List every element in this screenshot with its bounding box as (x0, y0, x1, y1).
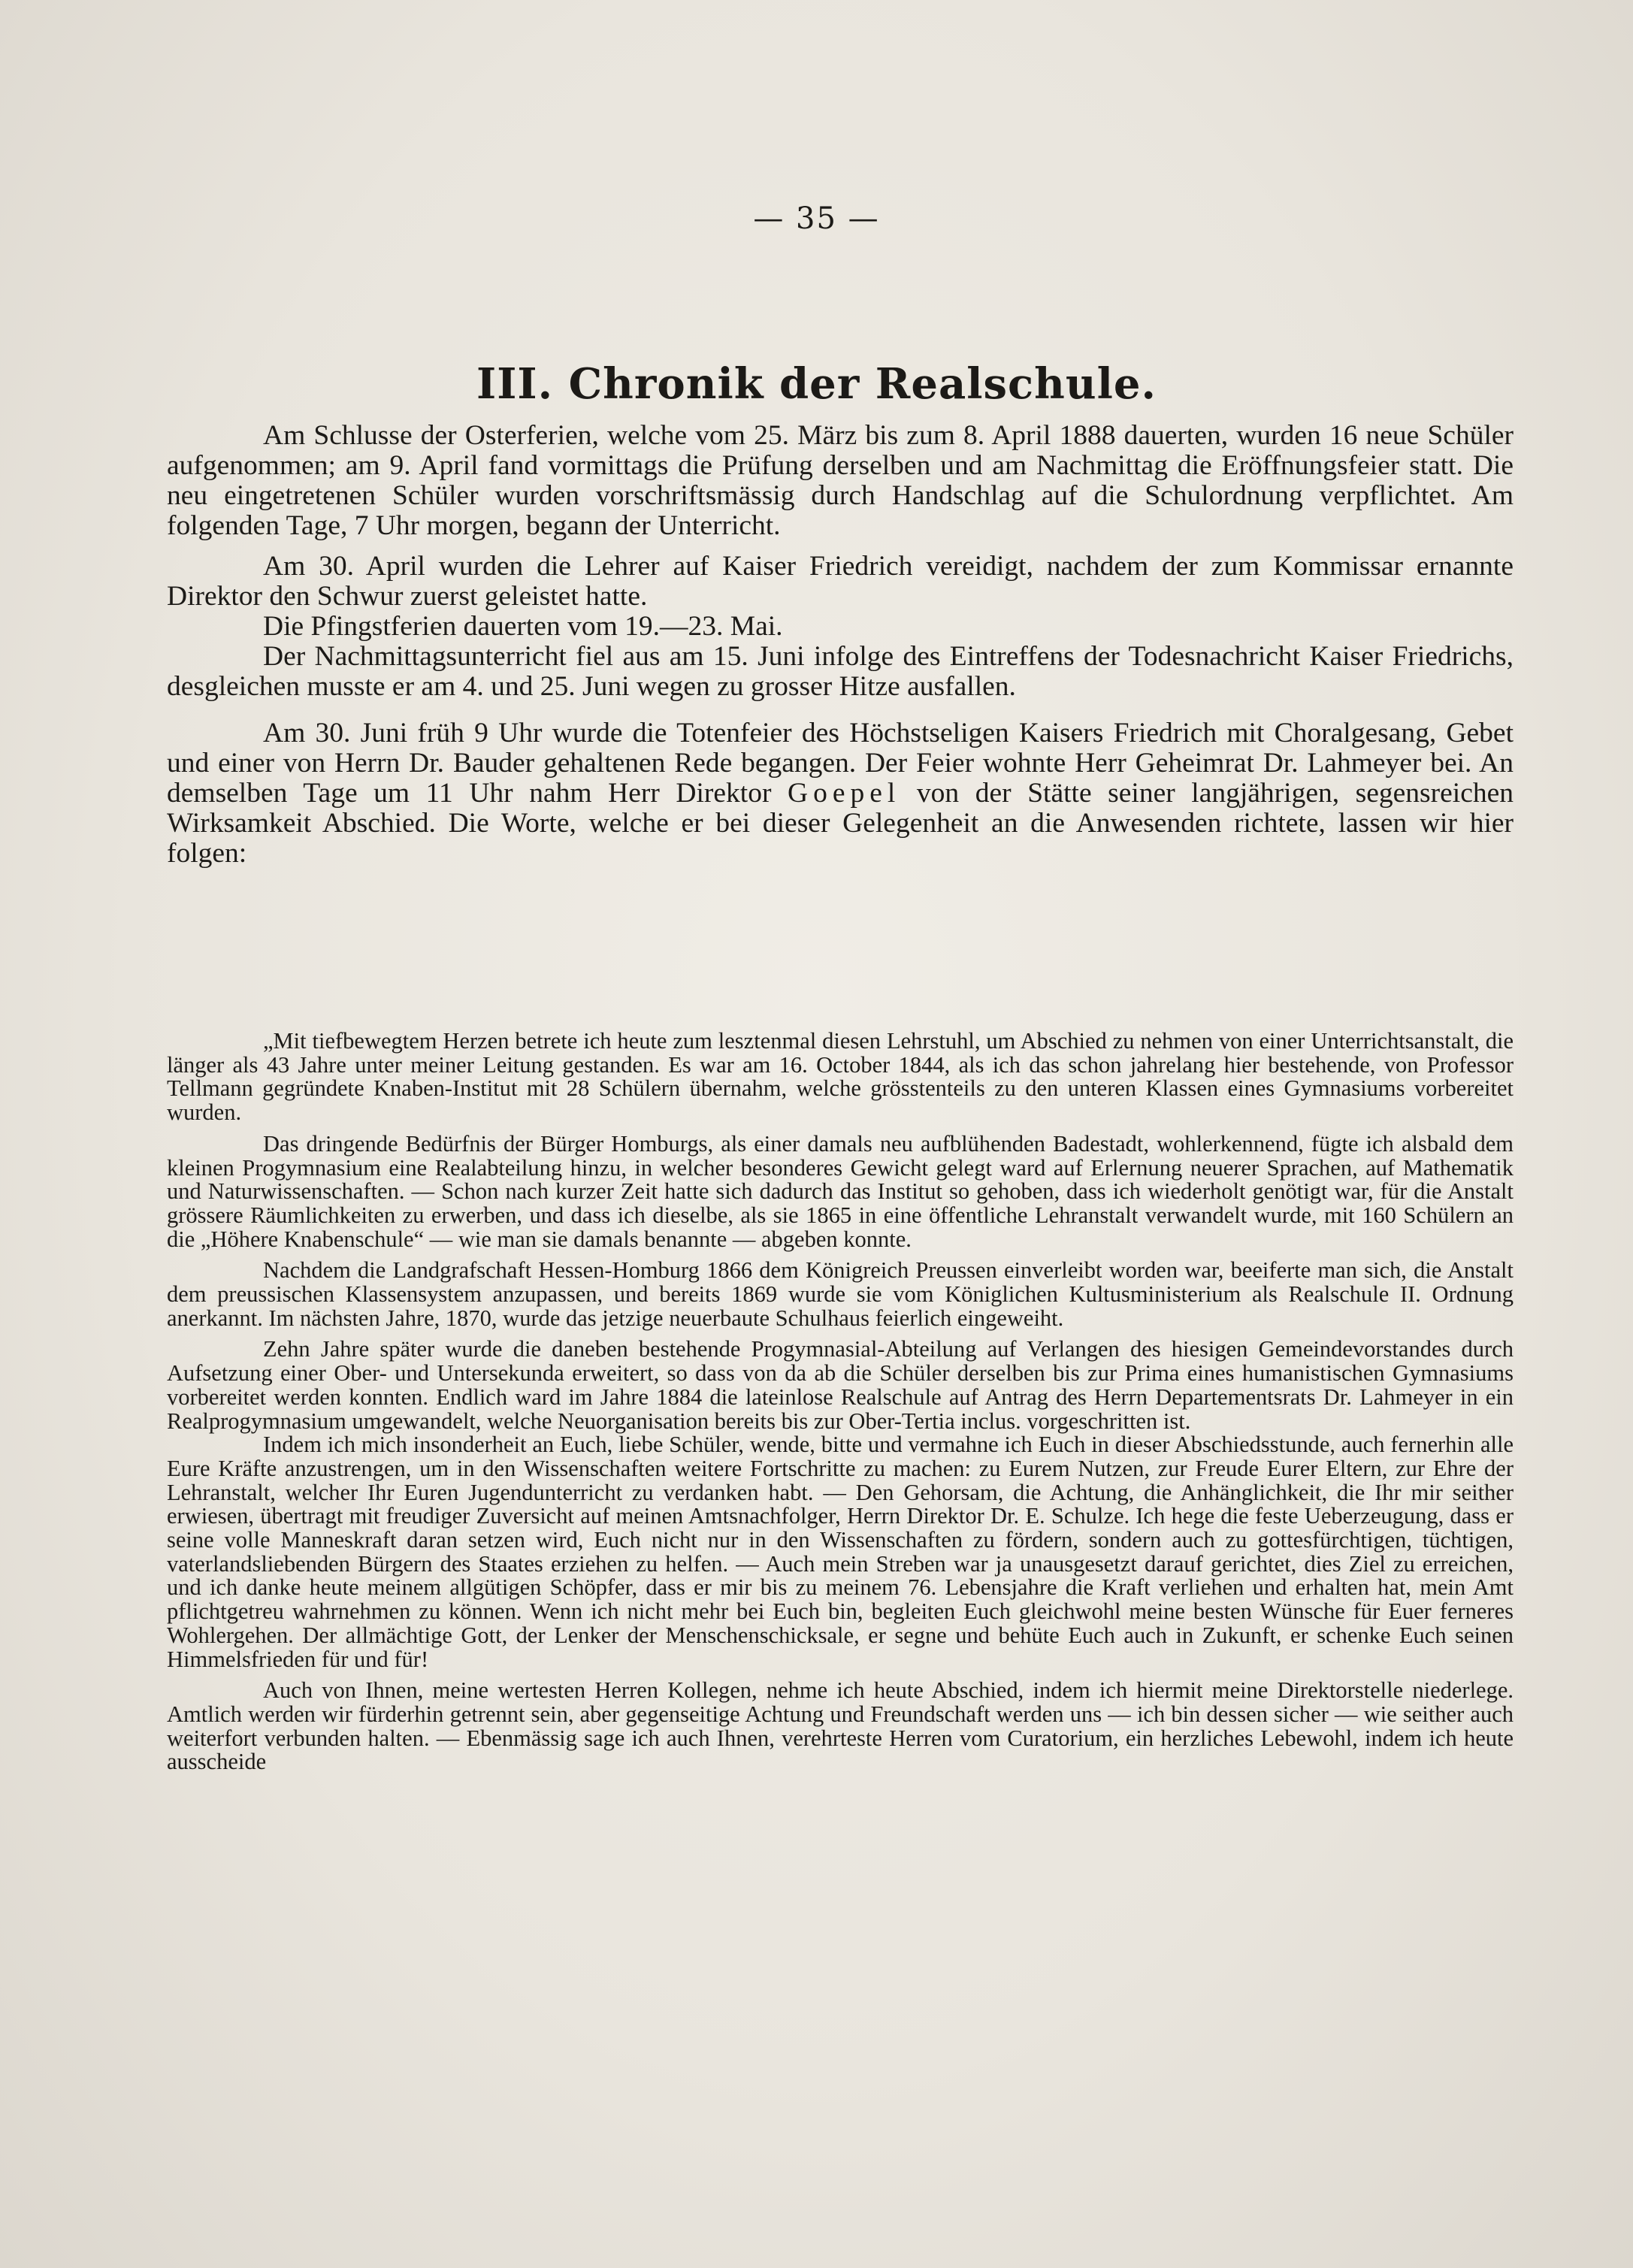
paragraph (167, 718, 1514, 869)
speech-paragraph: Das dringende Bedürfnis der Bürger Homburgs, als einer damals neu aufblühenden Badestadt, wohlerkennend, fügte ich alsbald dem kleinen Progymnasium eine Realabteilung hinzu, in welcher besonderes Gewicht gelegt ward auf Erlernung neuerer Sprachen, auf Mathematik und Naturwissenschaften. — Schon nach kurzer Zeit hatte sich dadurch das Institut so gehoben, dass ich wiederholt genötigt war, für die Anstalt grössere Räumlichkeiten zu erwerben, und dass ich dieselbe, als sie 1865 in eine öffentliche Lehranstalt verwandelt wurde, mit 160 Schülern an die „Höhere Knabenschule“ — wie man sie damals benannte — abgeben konnte. (167, 1130, 1514, 1252)
page-number: — 35 — (753, 201, 880, 236)
speech-paragraph: Nachdem die Landgrafschaft Hessen-Homburg 1866 dem Königreich Preussen einverleibt worden war, beeiferte man sich, die Anstalt dem preussischen Klassensystem anzupassen, und bereits 1869 wurde sie vom Königlichen Kultusministerium als Realschule II. Ordnung anerkannt. Im nächsten Jahre, 1870, wurde das jetzige neuerbaute Schulhaus feierlich eingeweiht. (167, 1257, 1514, 1331)
speech-paragraph: Auch von Ihnen, meine wertesten Herren Kollegen, nehme ich heute Abschied, indem ich hiermit meine Direktorstelle niederlege. Amtlich werden wir fürderhin getrennt sein, aber gegenseitige Achtung und Freundschaft werden uns — ich bin dessen sicher — wie seither auch weiterfort verbunden halten. — Ebenmässig sage ich auch Ihnen, verehrteste Herren vom Curatorium, ein herzliches Lebewohl, indem ich heute ausscheide (167, 1677, 1514, 1775)
farewell-speech (167, 1030, 1514, 1774)
paragraph: Am 30. April wurden die Lehrer auf Kaiser Friedrich vereidigt, nachdem der zum Kommissar ernannte Direktor den Schwur zuerst geleistet hatte. (167, 551, 1514, 612)
chronicle-body (167, 421, 1514, 869)
paragraph: Der Nachmittagsunterricht fiel aus am 15. Juni infolge des Eintreffens der Todesnachricht Kaiser Friedrichs, desgleichen musste er am 4. und 25. Juni wegen zu grosser Hitze ausfallen. (167, 641, 1514, 702)
speech-paragraph: „Mit tiefbewegtem Herzen betrete ich heute zum lesztenmal diesen Lehrstuhl, um Abschied zu nehmen von einer Unterrichtsanstalt, die länger als 43 Jahre unter meiner Leitung gestanden. Es war am 16. October 1844, als ich das schon jahrelang hier bestehende, von Professor Tellmann gegründete Knaben-Institut mit 28 Schülern übernahm, welche grösstenteils zu den unteren Klassen eines Gymnasiums vorbereitet wurden. (167, 1028, 1514, 1126)
page-title: III. Chronik der Realschule. (476, 359, 1157, 409)
paragraph-text: Am 30. Juni früh 9 Uhr wurde die Totenfeier des Höchstseligen Kaisers Friedrich mit Choralgesang, Gebet und einer von Herrn Dr. Bauder gehaltenen Rede begangen. Der Feier wohnte Herr Geheimrat Dr. Lahmeyer bei. An demselben Tage um 11 Uhr nahm Herr Direktor (167, 718, 1514, 809)
speech-paragraph: Zehn Jahre später wurde die daneben bestehende Progymnasial-Abteilung auf Verlangen des hiesigen Gemeindevorstandes durch Aufsetzung einer Ober- und Untersekunda erweitert, so dass von da ab die Schüler derselben bis zur Prima eines humanistischen Gymnasiums vorbereitet werden konnten. Endlich ward im Jahre 1884 die lateinlose Realschule auf Antrag des Herrn Departementsrats Dr. Lahmeyer in ein Realprogymnasium umgewandelt, welche Neuorganisation bereits bis zur Ober-Tertia inclus. vorgeschritten ist. (167, 1336, 1514, 1434)
paragraph: Am Schlusse der Osterferien, welche vom 25. März bis zum 8. April 1888 dauerten, wurden 16 neue Schüler aufgenommen; am 9. April fand vormittags die Prüfung derselben und am Nachmittag die Eröffnungsfeier statt. Die neu eingetretenen Schüler wurden vorschriftsmässig durch Handschlag auf die Schulordnung verpflichtet. Am folgenden Tage, 7 Uhr morgen, begann der Unterricht. (167, 420, 1514, 541)
paragraph-text: von der Stätte seiner langjährigen, segensreichen Wirksamkeit Abschied. Die Worte, welche er bei dieser Gelegenheit an die Anwesenden richtete, lassen wir hier folgen: (167, 778, 1514, 869)
director-name: Goepel (788, 778, 901, 809)
speech-paragraph: Indem ich mich insonderheit an Euch, liebe Schüler, wende, bitte und vermahne ich Euch in dieser Abschiedsstunde, auch fernerhin alle Eure Kräfte anzustrengen, um in den Wissenschaften weitere Fortschritte zu machen: zu Eurem Nutzen, zur Freude Eurer Eltern, zur Ehre der Lehranstalt, welcher Ihr Euren Jugendunterricht zu verdanken habt. — Den Gehorsam, die Achtung, die Anhänglichkeit, die Ihr mir seither erwiesen, übertragt mit freudiger Zuversicht auf meinen Amtsnachfolger, Herrn Direktor Dr. E. Schulze. Ich hege die feste Ueberzeugung, dass er seine volle Manneskraft daran setzen wird, Euch nicht nur in den Wissenschaften zu fördern, sondern auch zu gottesfürchtigen, tüchtigen, vaterlandsliebenden Bürgern des Staates erziehen zu helfen. — Auch mein Streben war ja unausgesetzt darauf gerichtet, dies Ziel zu erreichen, und ich danke heute meinem allgütigen Schöpfer, dass er mir bis zu meinem 76. Lebensjahre die Kraft verliehen und erhalten hat, mein Amt pflichtgetreu wahrnehmen zu können. Wenn ich nicht mehr bei Euch bin, begleiten Euch gleichwohl meine besten Wünsche für Euer ferneres Wohlergehen. Der allmächtige Gott, der Lenker der Menschenschicksale, er segne und behüte Euch auch in Zukunft, er schenke Euch seinen Himmelsfrieden für und für! (167, 1432, 1514, 1672)
paragraph: Die Pfingstferien dauerten vom 19.—23. Mai. (263, 611, 783, 642)
